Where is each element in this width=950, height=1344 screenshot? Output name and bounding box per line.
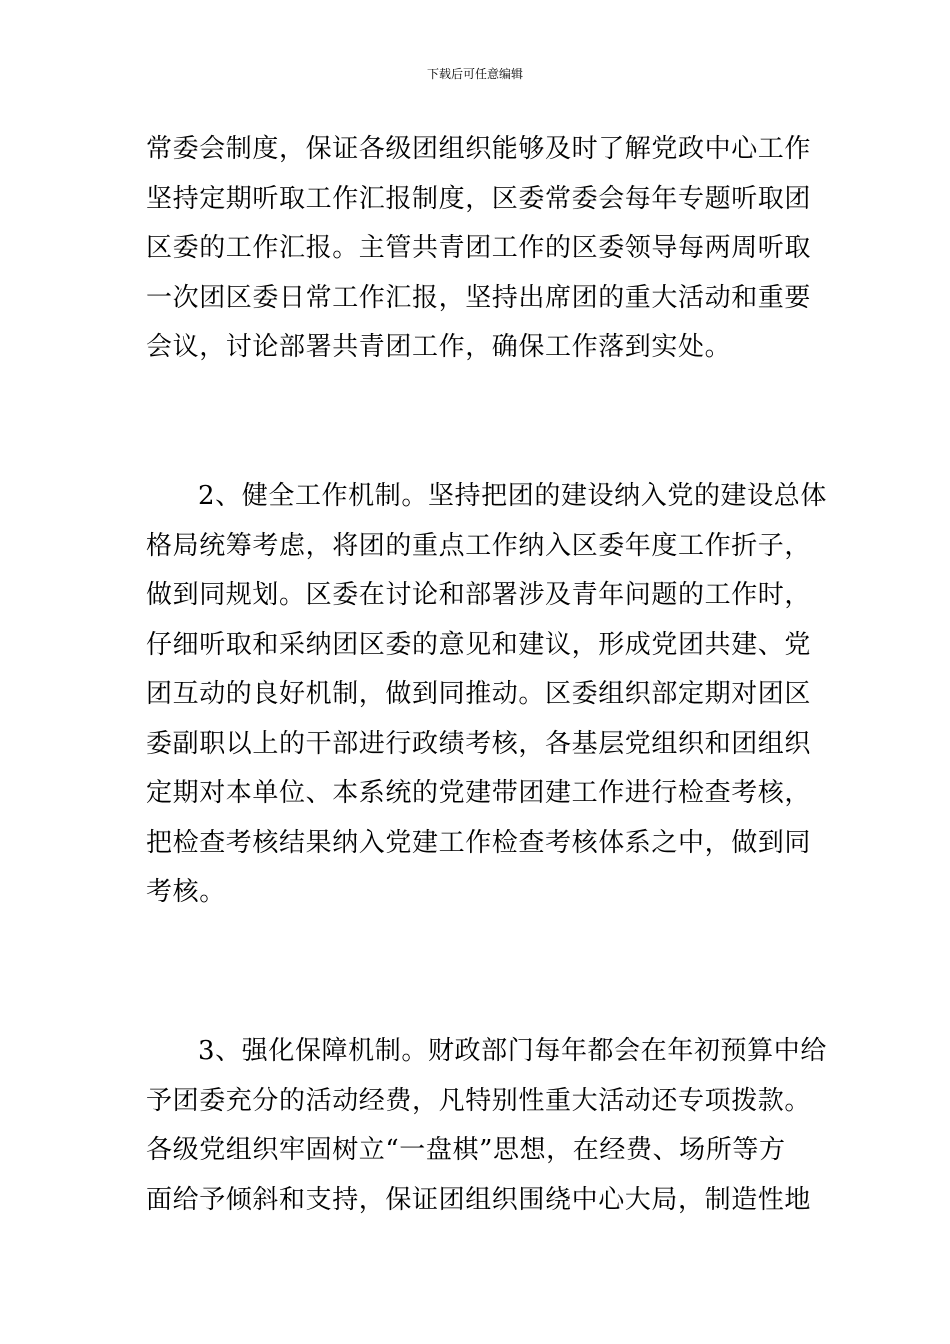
text-line: 把检查考核结果纳入党建工作检查考核体系之中，做到同 [146, 827, 812, 858]
text-line: 各级党组织牢固树立“一盘棋”思想，在经费、场所等方 [146, 1135, 786, 1165]
text-line: 考核。 [146, 877, 226, 907]
paragraph-2 [146, 472, 827, 918]
text-line: 予团委充分的活动经费，凡特别性重大活动还专项拨款。 [146, 1085, 812, 1116]
text-line: 坚持定期听取工作汇报制度，区委常委会每年专题听取团 [146, 183, 812, 214]
text-line: 面给予倾斜和支持，保证团组织围绕中心大局，制造性地 [146, 1184, 812, 1215]
text-line: 委副职以上的干部进行政绩考核，各基层党组织和团组织 [146, 728, 812, 759]
text-line: 做到同规划。区委在讨论和部署涉及青年问题的工作时， [146, 580, 812, 610]
page-header-note: 下载后可任意编辑 [426, 67, 523, 81]
text-line: 仔细听取和采纳团区委的意见和建议，形成党团共建、党 [146, 629, 812, 660]
text-line-first: 2、健全工作机制。坚持把团的建设纳入党的建设总体 [198, 481, 827, 511]
text-line: 格局统筹考虑，将团的重点工作纳入区委年度工作折子， [146, 530, 812, 561]
text-line: 一次团区委日常工作汇报，坚持出席团的重大活动和重要 [146, 282, 812, 313]
text-line: 区委的工作汇报。主管共青团工作的区委领导每两周听取 [146, 233, 812, 263]
paragraph-3 [146, 1027, 827, 1225]
paragraph-1 [146, 125, 810, 373]
text-line: 定期对本单位、本系统的党建带团建工作进行检查考核， [146, 778, 812, 808]
text-line: 团互动的良好机制，做到同推动。区委组织部定期对团区 [146, 679, 812, 709]
text-line: 常委会制度，保证各级团组织能够及时了解党政中心工作 [146, 134, 812, 164]
text-line: 会议，讨论部署共青团工作，确保工作落到实处。 [146, 332, 732, 362]
text-line-first: 3、强化保障机制。财政部门每年都会在年初预算中给 [198, 1036, 827, 1066]
